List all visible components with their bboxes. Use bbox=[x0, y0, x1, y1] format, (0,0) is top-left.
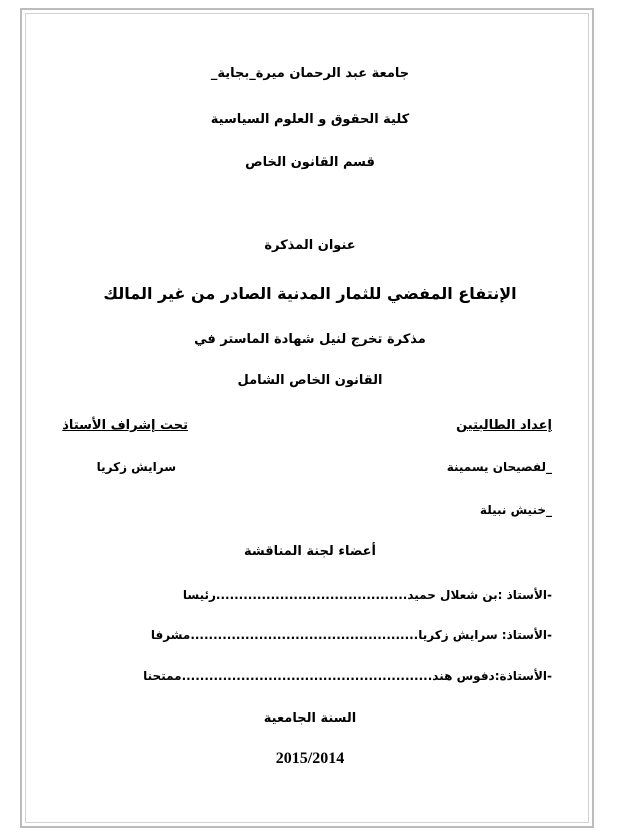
department-name: قسم القانون الخاص bbox=[245, 155, 375, 170]
thesis-title-label: عنوان المذكرة bbox=[264, 238, 356, 253]
academic-year-label: السنة الجامعية bbox=[263, 711, 357, 726]
university-name: جامعة عبد الرحمان ميرة_بجاية_ bbox=[210, 66, 410, 81]
student-name: _لفصيحان يسمينة bbox=[446, 460, 552, 474]
student-name: _خنيش نبيلة bbox=[479, 503, 552, 517]
committee-member: -الأستاذ: سرايش زكريا..................................................مشرفا bbox=[150, 628, 552, 642]
faculty-name: كلية الحقوق و العلوم السياسية bbox=[210, 112, 410, 127]
supervisor-name: سرايش زكريا bbox=[96, 460, 176, 474]
thesis-title: الإنتفاع المفضي للثمار المدنية الصادر من غير المالك bbox=[103, 284, 517, 303]
thesis-specialty: القانون الخاص الشامل bbox=[237, 373, 383, 388]
academic-year: 2015/2014 bbox=[275, 750, 345, 767]
committee-member: -الأستاذ :بن شعلال حميد..........................................رئيسا bbox=[182, 588, 552, 602]
thesis-purpose: مذكرة تخرج لنيل شهادة الماستر في bbox=[194, 332, 426, 347]
committee-member: -الأستاذة:دفوس هند.......................................................ممتحنا bbox=[143, 669, 552, 683]
supervisor-label: تحت إشراف الأستاذ bbox=[62, 418, 188, 433]
committee-label: أعضاء لجنة المناقشة bbox=[243, 544, 377, 559]
students-label: إعداد الطالبتين bbox=[456, 418, 552, 433]
